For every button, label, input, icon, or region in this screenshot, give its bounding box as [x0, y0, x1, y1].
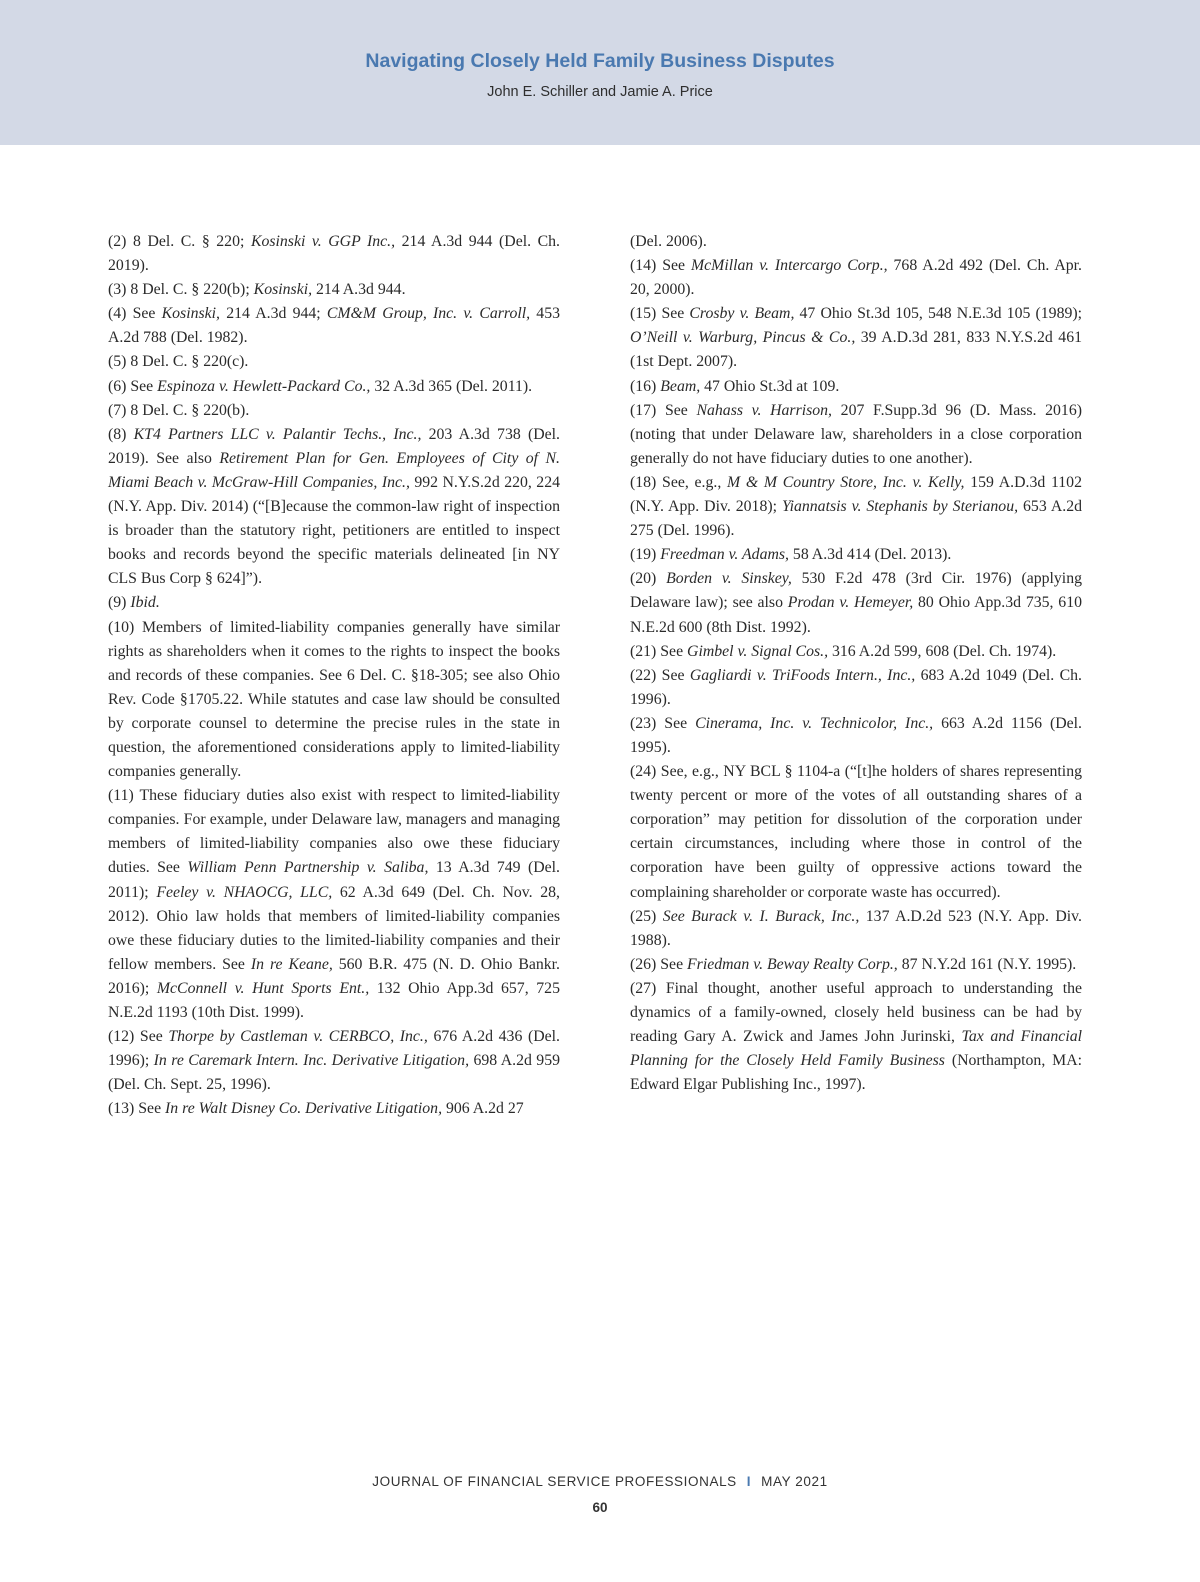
case-citation: Kosinski,: [161, 305, 220, 323]
case-citation: Friedman v. Beway Realty Corp.,: [687, 955, 898, 973]
note-text: (24) See, e.g., NY BCL § 1104-a (“[t]he holders of shares representing twenty percent or more of the votes of all outstanding shares of a corporation” may petition for dissolution of the corporation under certain circumstances, including where those in control of the corporation have been guilty of oppressive actions toward the complaining shareholder or corporate waste has occurred).: [630, 763, 1082, 901]
case-citation: Espinoza v. Hewlett-Packard Co.,: [157, 377, 371, 395]
note-text: 80 Ohio App.3d 735, 610 N.E.2d 600 (8th Dist. 1992).: [630, 594, 1082, 636]
case-citation: CM&M Group, Inc. v. Carroll,: [326, 305, 531, 323]
case-citation: In re Caremark Intern. Inc. Derivative Litigation,: [153, 1052, 470, 1070]
note-text: 560 B.R. 475 (N. D. Ohio Bankr. 2016);: [108, 955, 561, 997]
note-text: 653 A.2d 275 (Del. 1996).: [630, 498, 1082, 540]
note-text: 683 A.2d 1049 (Del. Ch. 1996).: [630, 666, 1082, 708]
note-text: 214 A.3d 944 (Del. Ch. 2019).: [108, 233, 560, 275]
endnote: [630, 230, 1082, 254]
endnote: [630, 712, 1082, 760]
note-text: (4) See: [108, 305, 162, 323]
note-text: (16): [630, 377, 661, 395]
case-citation: William Penn Partnership v. Saliba,: [187, 859, 429, 877]
note-text: (3) 8 Del. C. § 220(b);: [108, 281, 254, 299]
note-text: (13) See: [108, 1100, 166, 1118]
endnote: [108, 375, 560, 399]
case-citation: Kosinski,: [253, 281, 313, 299]
note-text: 530 F.2d 478 (3rd Cir. 1976) (applying Delaware law); see also: [630, 570, 1082, 612]
case-citation: Feeley v. NHAOCG, LLC,: [156, 883, 333, 901]
case-citation: Yiannatsis v. Stephanis by Sterianou,: [781, 498, 1019, 516]
note-text: 768 A.2d 492 (Del. Ch. Apr. 20, 2000).: [630, 257, 1082, 299]
endnote: [630, 640, 1082, 664]
note-text: 137 A.D.2d 523 (N.Y. App. Div. 1988).: [630, 907, 1082, 949]
endnote: [630, 905, 1082, 953]
case-citation: Retirement Plan for Gen. Employees of City of N. Miami Beach v. McGraw-Hill Companies, Inc.,: [108, 449, 560, 491]
note-text: (22) See: [630, 666, 690, 684]
page-footer: [0, 1474, 1200, 1489]
endnote: [108, 616, 560, 785]
note-text: (9): [108, 594, 131, 612]
note-text: (20): [630, 570, 667, 588]
page-header: [0, 0, 1200, 145]
case-citation: Borden v. Sinskey,: [666, 570, 792, 588]
endnote: [108, 278, 560, 302]
endnote: [630, 953, 1082, 977]
case-citation: In re Walt Disney Co. Derivative Litigation,: [165, 1100, 443, 1118]
note-text: 992 N.Y.S.2d 220, 224 (N.Y. App. Div. 2014) (“[B]ecause the common-law right of inspection is broader than the statutory right, petitioners are entitled to inspect books and records beyond the specific materials delineated [in NY CLS Bus Corp § 624]”).: [108, 473, 560, 588]
note-text: 47 Ohio St.3d 105, 548 N.E.3d 105 (1989);: [794, 305, 1083, 323]
note-text: (8): [108, 425, 134, 443]
note-text: 87 N.Y.2d 161 (N.Y. 1995).: [897, 955, 1077, 973]
note-text: 214 A.3d 944;: [220, 305, 327, 323]
note-text: (23) See: [630, 714, 696, 732]
note-text: (19): [630, 546, 661, 564]
note-text: (18) See, e.g.,: [630, 473, 727, 491]
case-citation: Tax and Financial Planning for the Closely Held Family Business: [630, 1028, 1082, 1070]
note-text: 203 A.3d 738 (Del. 2019). See also: [108, 425, 560, 467]
endnotes-column-right: [630, 230, 1082, 1097]
note-text: (12) See: [108, 1028, 169, 1046]
note-text: (2) 8 Del. C. § 220;: [108, 233, 251, 250]
note-text: 676 A.2d 436 (Del. 1996);: [108, 1028, 560, 1070]
note-text: (26) See: [630, 955, 688, 973]
note-text: (7) 8 Del. C. § 220(b).: [108, 401, 250, 419]
case-citation: M & M Country Store, Inc. v. Kelly,: [727, 473, 965, 491]
note-text: 47 Ohio St.3d at 109.: [700, 377, 840, 395]
journal-name: JOURNAL OF FINANCIAL SERVICE PROFESSIONALS: [372, 1474, 737, 1489]
note-text: 62 A.3d 649 (Del. Ch. Nov. 28, 2012). Ohio law holds that members of limited-liability companies owe these fiduciary duties to the limited-liability companies and their fellow members. See: [108, 883, 560, 973]
note-text: (10) Members of limited-liability companies generally have similar rights as shareholders when it comes to the rights to inspect the books and records of these companies. See 6 Del. C. §18-305; see also Ohio Rev. Code §1705.22. While statutes and case law should be consulted by corporate counsel to determine the precise rules in the state in question, the aforementioned considerations apply to limited-liability companies generally.: [108, 618, 560, 781]
page-number: 60: [592, 1500, 608, 1515]
article-title: Navigating Closely Held Family Business Disputes: [365, 50, 835, 72]
endnote: [108, 1097, 560, 1121]
case-citation: Prodan v. Hemeyer,: [787, 594, 914, 612]
case-citation: McConnell v. Hunt Sports Ent.,: [156, 979, 370, 997]
endnote: [630, 543, 1082, 567]
note-text: 132 Ohio App.3d 657, 725 N.E.2d 1193 (10th Dist. 1999).: [108, 979, 560, 1021]
note-text: 316 A.2d 599, 608 (Del. Ch. 1974).: [828, 642, 1057, 660]
note-text: 698 A.2d 959 (Del. Ch. Sept. 25, 1996).: [108, 1052, 560, 1094]
endnote: [630, 760, 1082, 905]
endnote: [630, 254, 1082, 302]
endnote: [108, 1025, 560, 1097]
case-citation: See Burack v. I. Burack, Inc.,: [662, 907, 860, 925]
note-text: (21) See: [630, 642, 688, 660]
article-authors: John E. Schiller and Jamie A. Price: [487, 84, 713, 100]
note-text: (11) These fiduciary duties also exist with respect to limited-liability companies. For example, under Delaware law, managers and managing members of limited-liability companies also owe these fiduciary duties. See: [108, 787, 560, 877]
endnote: [630, 471, 1082, 543]
endnote: [108, 302, 560, 350]
note-text: 32 A.3d 365 (Del. 2011).: [370, 377, 533, 395]
case-citation: Beam,: [660, 377, 701, 395]
note-text: (15) See: [630, 305, 690, 323]
note-text: 906 A.2d 27: [442, 1100, 524, 1118]
endnote: [630, 664, 1082, 712]
endnote: [630, 302, 1082, 374]
case-citation: Kosinski v. GGP Inc.,: [250, 233, 396, 250]
endnote: [108, 350, 560, 374]
footer-separator: I: [746, 1474, 752, 1489]
case-citation: KT4 Partners LLC v. Palantir Techs., Inc.,: [133, 425, 422, 443]
note-text: 663 A.2d 1156 (Del. 1995).: [630, 714, 1082, 756]
endnote: [630, 567, 1082, 639]
endnote: [108, 399, 560, 423]
case-citation: McMillan v. Intercargo Corp.,: [690, 257, 888, 275]
endnote: [108, 784, 560, 1025]
issue-date: MAY 2021: [761, 1474, 828, 1489]
case-citation: Crosby v. Beam,: [689, 305, 795, 323]
note-text: (17) See: [630, 401, 697, 419]
case-citation: Thorpe by Castleman v. CERBCO, Inc.,: [168, 1028, 428, 1046]
note-text: 214 A.3d 944.: [312, 281, 406, 299]
endnote: [108, 591, 560, 615]
case-citation: Freedman v. Adams,: [660, 546, 789, 564]
note-text: 159 A.D.3d 1102 (N.Y. App. Div. 2018);: [630, 473, 1082, 516]
note-text: (Northampton, MA: Edward Elgar Publishing Inc., 1997).: [630, 1052, 1082, 1094]
endnote: [108, 230, 560, 278]
endnotes-column-left: [108, 230, 560, 1121]
case-citation: Cinerama, Inc. v. Technicolor, Inc.,: [695, 714, 934, 732]
note-text: (27) Final thought, another useful approach to understanding the dynamics of a family-owned, closely held business can be had by reading Gary A. Zwick and James John Jurinski,: [630, 979, 1082, 1046]
case-citation: Nahass v. Harrison,: [696, 401, 833, 419]
note-text: (6) See: [108, 377, 158, 395]
note-text: (25): [630, 907, 663, 925]
case-citation: Ibid.: [130, 594, 160, 612]
note-text: 13 A.3d 749 (Del. 2011);: [108, 859, 561, 901]
case-citation: In re Keane,: [250, 955, 333, 973]
endnote: [108, 423, 560, 592]
note-text: 453 A.2d 788 (Del. 1982).: [108, 305, 560, 347]
endnote: [630, 399, 1082, 471]
note-text: (5) 8 Del. C. § 220(c).: [108, 353, 249, 371]
endnote: [630, 977, 1082, 1097]
note-text: (Del. 2006).: [630, 233, 707, 250]
case-citation: O’Neill v. Warburg, Pincus & Co.,: [630, 329, 856, 347]
note-text: 207 F.Supp.3d 96 (D. Mass. 2016) (noting that under Delaware law, shareholders in a close corporation generally do not have fiduciary duties to one another).: [630, 401, 1082, 467]
note-text: 39 A.D.3d 281, 833 N.Y.S.2d 461 (1st Dept. 2007).: [630, 329, 1082, 371]
case-citation: Gagliardi v. TriFoods Intern., Inc.,: [689, 666, 916, 684]
note-text: (14) See: [630, 257, 691, 275]
note-text: 58 A.3d 414 (Del. 2013).: [788, 546, 952, 564]
endnote: [630, 375, 1082, 399]
case-citation: Gimbel v. Signal Cos.,: [687, 642, 829, 660]
